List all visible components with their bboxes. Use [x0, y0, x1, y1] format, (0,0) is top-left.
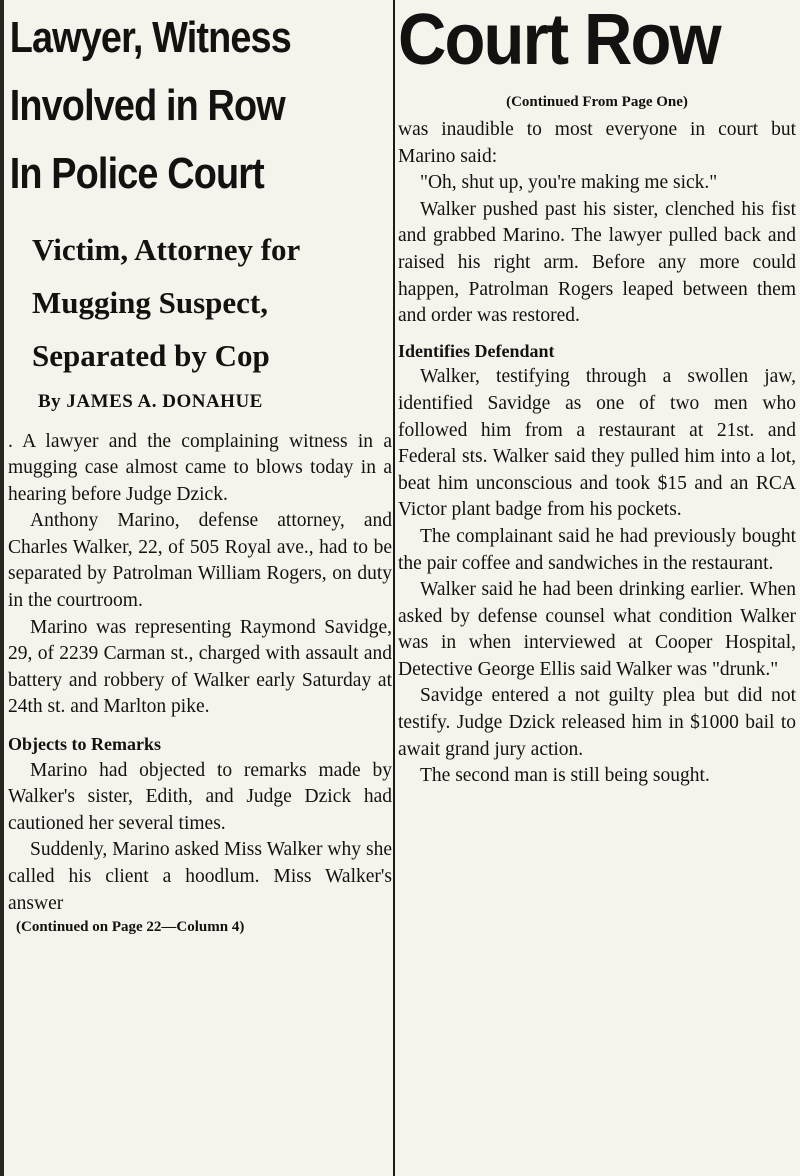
headline-line-3: In Police Court	[9, 149, 264, 199]
article-paragraph: Anthony Marino, defense attorney, and Charles Walker, 22, of 505 Royal ave., had to be separated by Patrolman William Rogers, on duty in the courtroom.	[8, 510, 392, 612]
byline: By JAMES A. DONAHUE	[38, 390, 263, 412]
page-edge	[0, 0, 4, 1176]
article-paragraph: Walker said he had been drinking earlier. When asked by defense counsel what condition Walker was in when interviewed at Cooper Hospital, Detective George Ellis said Walker was "drunk."	[398, 579, 796, 680]
article-paragraph: Savidge entered a not guilty plea but did not testify. Judge Dzick released him in $1000 bail to await grand jury action.	[398, 685, 796, 760]
continued-from: (Continued From Page One)	[506, 94, 688, 110]
subhead: Objects to Remarks	[8, 734, 161, 755]
article-paragraph: Suddenly, Marino asked Miss Walker why she called his client a hoodlum. Miss Walker's answer	[8, 839, 392, 914]
headline-line-1: Lawyer, Witness	[9, 13, 291, 62]
article-paragraph: . A lawyer and the complaining witness in a mugging case almost came to blows today in a hearing before Judge Dzick.	[8, 430, 392, 505]
deck-line-3: Separated by Cop	[32, 338, 270, 374]
article-paragraph: "Oh, shut up, you're making me sick."	[420, 172, 718, 194]
headline-line-2: Involved in Row	[9, 81, 285, 131]
article-paragraph: was inaudible to most everyone in court but Marino said:	[398, 119, 796, 167]
article-paragraph: The complainant said he had previously bought the pair coffee and sandwiches in the restaurant.	[398, 525, 796, 574]
jump-line: (Continued on Page 22—Column 4)	[16, 919, 245, 936]
deck-line-2: Mugging Suspect,	[32, 284, 268, 320]
right-column	[398, 0, 796, 790]
column-rule	[393, 0, 395, 1176]
subhead: Identifies Defendant	[398, 340, 555, 361]
deck-line-1: Victim, Attorney for	[32, 231, 301, 267]
article-paragraph: Walker pushed past his sister, clenched his fist and grabbed Marino. The lawyer pulled back and raised his right arm. Before any more could happen, Patrolman Rogers leaped between them and order was restored.	[398, 198, 796, 327]
left-column	[8, 0, 392, 936]
article-paragraph: Marino was representing Raymond Savidge, 29, of 2239 Carman st., charged with assault and battery and robbery of Walker early Saturday at 24th st. and Marlton pike.	[8, 616, 392, 718]
article-paragraph: The second man is still being sought.	[420, 765, 710, 787]
article-paragraph: Marino had objected to remarks made by Walker's sister, Edith, and Judge Dzick had cautioned her several times.	[8, 759, 392, 834]
article-paragraph: Walker, testifying through a swollen jaw, identified Savidge as one of two men who followed him from a restaurant at 21st. and Federal sts. Walker said they pulled him into a lot, beat him unconscious and took $15 and an RCA Victor plant badge from his pockets.	[398, 366, 796, 521]
jump-headline: Court Row	[398, 0, 720, 80]
